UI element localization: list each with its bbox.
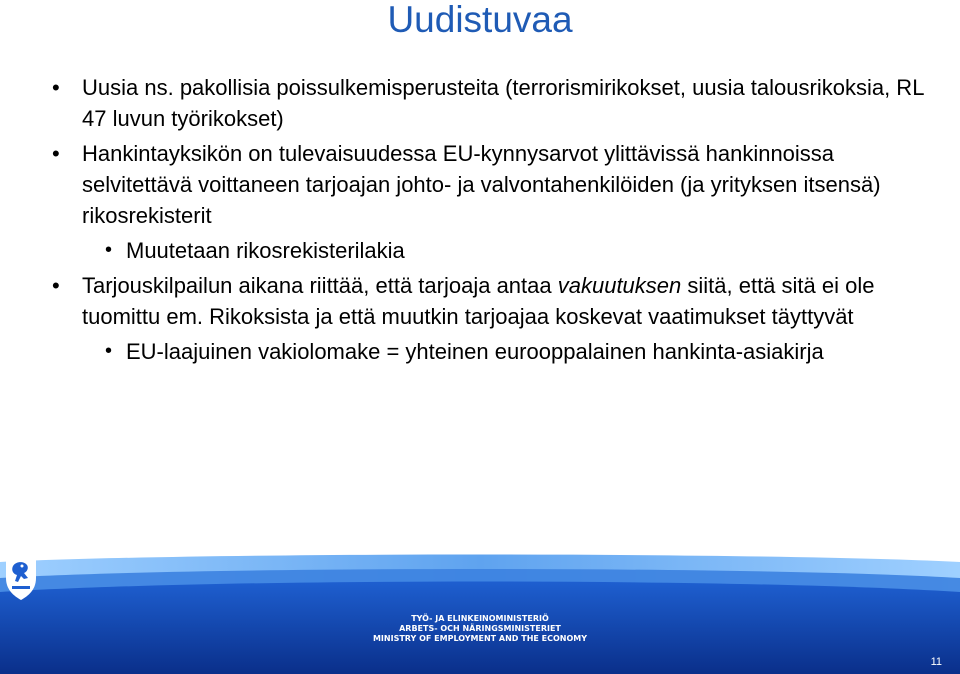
page-number: 11 (930, 656, 942, 668)
bullet-new-exclusion-grounds: • Uusia ns. pakollisia poissulkemisperusteita (terrorismirikokset, uusia talousrikoksia, RL 47 luvun työrikokset) (0, 72, 960, 134)
ministry-name-english: MINISTRY OF EMPLOYMENT AND THE ECONOMY (372, 634, 588, 643)
bullet-declaration (0, 270, 960, 332)
sub-bullet-espd: • EU-laajuinen vakiolomake = yhteinen eurooppalainen hankinta-asiakirja (0, 336, 960, 367)
ministry-footer (0, 552, 960, 674)
declaration-text-start: Tarjouskilpailun aikana riittää, että tarjoaja antaa (82, 273, 558, 298)
bullet-list (0, 72, 960, 371)
slide-title: Uudistuvaa (387, 0, 573, 40)
ministry-name-finnish: TYÖ- JA ELINKEINOMINISTERIÖ (411, 614, 549, 623)
lion-coat-of-arms-icon (0, 552, 42, 602)
sub-bullet-criminal-records-act: • Muutetaan rikosrekisterilakia (0, 235, 960, 266)
ministry-name-swedish: ARBETS- OCH NÄRINGSMINISTERIET (399, 624, 561, 633)
footer-wave-background (0, 552, 960, 674)
bullet-criminal-records: • Hankintayksikön on tulevaisuudessa EU-kynnysarvot ylittävissä hankinnoissa selvitettävä voittaneen tarjoajan johto- ja valvontahenkilöiden (ja yrityksen itsensä) rikosrekisterit (0, 138, 960, 231)
declaration-text-end: siitä, että sitä ei ole tuomittu em. Rikoksista ja että muutkin tarjoajaa koskevat vaatimukset täyttyvät (82, 273, 875, 329)
declaration-emphasis: vakuutuksen (557, 273, 682, 298)
